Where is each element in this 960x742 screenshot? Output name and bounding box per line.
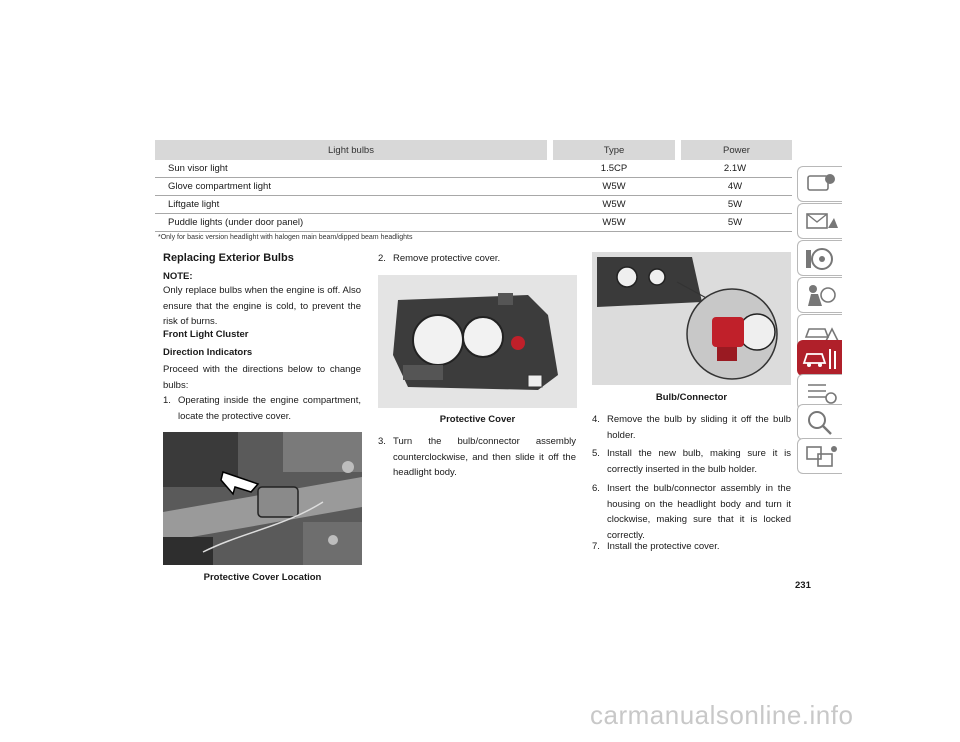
step-5	[592, 446, 791, 477]
step-number: 6.	[592, 483, 600, 494]
step-1	[163, 393, 361, 424]
step-text: Operating inside the engine compartment, locate the protective cover.	[178, 395, 361, 422]
figure-caption-protective-cover-location: Protective Cover Location	[203, 572, 322, 583]
bulb-type: W5W	[550, 214, 678, 232]
bulb-power: 5W	[678, 196, 792, 214]
section-title: Replacing Exterior Bulbs	[163, 252, 294, 264]
intro-text: Proceed with the directions below to change bulbs:	[163, 364, 361, 391]
step-text: Install the protective cover.	[607, 541, 720, 552]
bulb-name: Puddle lights (under door panel)	[155, 214, 550, 232]
table-row	[155, 160, 792, 178]
tab-driving[interactable]	[797, 240, 842, 276]
step-text: Remove the bulb by sliding it off the bulb holder.	[607, 414, 791, 441]
bulb-type: W5W	[550, 196, 678, 214]
note-text: Only replace bulbs when the engine is off. Also ensure that the engine is cold, to prevent the risk of burns.	[163, 285, 361, 327]
envelope-warning-icon	[798, 204, 842, 238]
page-number: 231	[795, 580, 811, 591]
table-footnote: *Only for basic version headlight with halogen main beam/dipped beam headlights	[158, 234, 413, 241]
table-row	[155, 214, 792, 232]
step-text: Install the new bulb, making sure it is correctly inserted in the bulb holder.	[607, 448, 791, 475]
dashboard-info-icon	[798, 167, 842, 201]
tab-languages[interactable]	[797, 438, 842, 474]
table-row	[155, 178, 792, 196]
watermark: carmanualsonline.info	[590, 700, 854, 730]
bulb-table	[155, 140, 792, 232]
table-header-type: Type	[550, 140, 678, 160]
step-text: Turn the bulb/connector assembly counterclockwise, and then slide it off the headlight body.	[393, 436, 576, 478]
step-number: 5.	[592, 448, 600, 459]
step-4	[592, 412, 791, 443]
tab-dashboard[interactable]	[797, 166, 842, 202]
tab-servicing[interactable]	[797, 340, 842, 376]
magnifier-icon	[798, 405, 842, 439]
bulb-connector-photo	[592, 252, 791, 385]
table-header-power: Power	[678, 140, 792, 160]
step-number: 7.	[592, 541, 600, 552]
bulb-power: 5W	[678, 214, 792, 232]
bulb-name: Glove compartment light	[155, 178, 550, 196]
step-number: 2.	[378, 253, 386, 264]
step-7	[592, 539, 791, 555]
subtitle-direction-indicators: Direction Indicators	[163, 347, 253, 358]
figure-caption-protective-cover: Protective Cover	[439, 414, 516, 425]
headlight-rear-photo	[378, 275, 577, 408]
table-row	[155, 196, 792, 214]
step-number: 4.	[592, 414, 600, 425]
bulb-name: Sun visor light	[155, 160, 550, 178]
step-text: Remove protective cover.	[393, 253, 501, 264]
step-2	[378, 251, 576, 267]
airbag-safety-icon	[798, 278, 842, 312]
note-label: NOTE:	[163, 271, 193, 282]
step-3	[378, 434, 576, 481]
language-icon	[798, 439, 842, 473]
tab-warnings[interactable]	[797, 203, 842, 239]
car-tools-icon	[798, 341, 842, 375]
bulb-name: Liftgate light	[155, 196, 550, 214]
steering-wheel-icon	[798, 241, 842, 275]
bulb-type: 1.5CP	[550, 160, 678, 178]
step-number: 3.	[378, 436, 386, 447]
step-number: 1.	[163, 395, 171, 406]
step-text: Insert the bulb/connector assembly in the housing on the headlight body and turn it clockwise, making sure that it is locked correctly.	[607, 483, 791, 541]
engine-compartment-photo	[163, 432, 362, 565]
table-header-light-bulbs: Light bulbs	[155, 140, 550, 160]
figure-caption-bulb-connector: Bulb/Connector	[655, 392, 728, 403]
bulb-power: 2.1W	[678, 160, 792, 178]
bulb-power: 4W	[678, 178, 792, 196]
subtitle-front-light-cluster: Front Light Cluster	[163, 329, 249, 340]
tab-index[interactable]	[797, 404, 842, 440]
tab-safety[interactable]	[797, 277, 842, 313]
step-6	[592, 481, 791, 543]
bulb-type: W5W	[550, 178, 678, 196]
